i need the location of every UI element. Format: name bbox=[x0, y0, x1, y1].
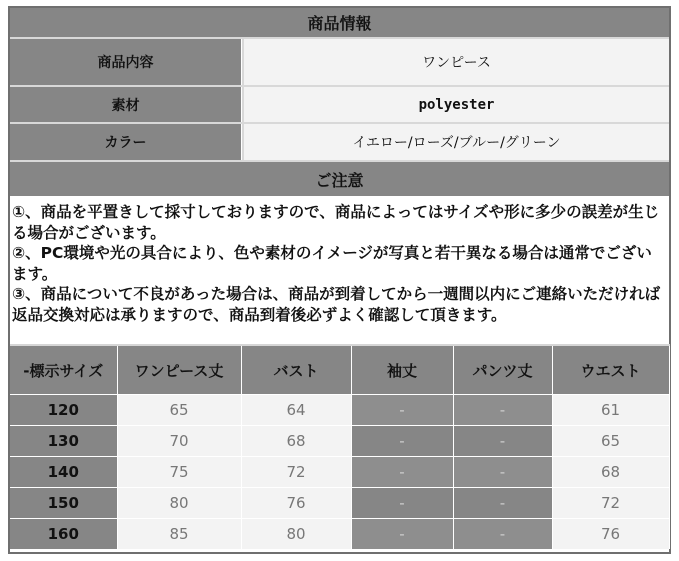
waist-cell: 61 bbox=[552, 395, 669, 426]
bust-cell: 64 bbox=[241, 395, 351, 426]
pants-length-cell: - bbox=[453, 395, 552, 426]
table-row bbox=[10, 395, 669, 426]
sleeve-length-cell: - bbox=[351, 488, 453, 519]
dress-length-cell: 75 bbox=[117, 457, 241, 488]
info-value-color: イエロー/ローズ/ブルー/グリーン bbox=[242, 124, 669, 160]
header-sleeve-length: 袖丈 bbox=[351, 345, 453, 395]
dress-length-cell: 80 bbox=[117, 488, 241, 519]
notice-item: ①、商品を平置きして採寸しておりますので、商品によってはサイズや形に多少の誤差が生じる場合がございます。 bbox=[12, 203, 660, 242]
waist-cell: 65 bbox=[552, 426, 669, 457]
pants-length-cell: - bbox=[453, 457, 552, 488]
sleeve-length-cell: - bbox=[351, 395, 453, 426]
size-cell: 140 bbox=[10, 457, 117, 488]
info-label-material: 素材 bbox=[10, 87, 242, 122]
header-size: -標示サイズ bbox=[10, 345, 117, 395]
waist-cell: 76 bbox=[552, 519, 669, 550]
size-cell: 160 bbox=[10, 519, 117, 550]
size-cell: 150 bbox=[10, 488, 117, 519]
sleeve-length-cell: - bbox=[351, 426, 453, 457]
size-cell: 130 bbox=[10, 426, 117, 457]
bust-cell: 72 bbox=[241, 457, 351, 488]
waist-cell: 68 bbox=[552, 457, 669, 488]
sleeve-length-cell: - bbox=[351, 519, 453, 550]
info-row-color bbox=[10, 122, 669, 160]
notice-body bbox=[10, 196, 669, 344]
header-pants-length: パンツ丈 bbox=[453, 345, 552, 395]
size-cell: 120 bbox=[10, 395, 117, 426]
notice-title: ご注意 bbox=[10, 160, 669, 196]
waist-cell: 72 bbox=[552, 488, 669, 519]
sleeve-length-cell: - bbox=[351, 457, 453, 488]
bust-cell: 68 bbox=[241, 426, 351, 457]
info-value-content: ワンピース bbox=[242, 39, 669, 85]
header-waist: ウエスト bbox=[552, 345, 669, 395]
product-sheet bbox=[8, 6, 671, 554]
info-label-color: カラー bbox=[10, 124, 242, 160]
header-dress-length: ワンピース丈 bbox=[117, 345, 241, 395]
dress-length-cell: 65 bbox=[117, 395, 241, 426]
table-row bbox=[10, 457, 669, 488]
dress-length-cell: 85 bbox=[117, 519, 241, 550]
info-value-material: polyester bbox=[242, 87, 669, 122]
size-table bbox=[10, 344, 670, 549]
header-bust: バスト bbox=[241, 345, 351, 395]
dress-length-cell: 70 bbox=[117, 426, 241, 457]
pants-length-cell: - bbox=[453, 488, 552, 519]
notice-item: ③、商品について不良があった場合は、商品が到着してから一週間以内にご連絡いただければ返品交換対応は承りますので、商品到着後必ずよく確認して頂きます。 bbox=[12, 285, 661, 324]
info-row-material bbox=[10, 85, 669, 122]
table-row bbox=[10, 426, 669, 457]
table-row bbox=[10, 488, 669, 519]
bust-cell: 76 bbox=[241, 488, 351, 519]
notice-item: ②、PC環境や光の具合により、色や素材のイメージが写真と若干異なる場合は通常でございます。 bbox=[12, 244, 652, 283]
pants-length-cell: - bbox=[453, 519, 552, 550]
bust-cell: 80 bbox=[241, 519, 351, 550]
product-info-title: 商品情報 bbox=[10, 8, 669, 37]
info-label-content: 商品内容 bbox=[10, 39, 242, 85]
size-table-header-row bbox=[10, 345, 669, 395]
table-row bbox=[10, 519, 669, 550]
pants-length-cell: - bbox=[453, 426, 552, 457]
info-row-content bbox=[10, 37, 669, 85]
